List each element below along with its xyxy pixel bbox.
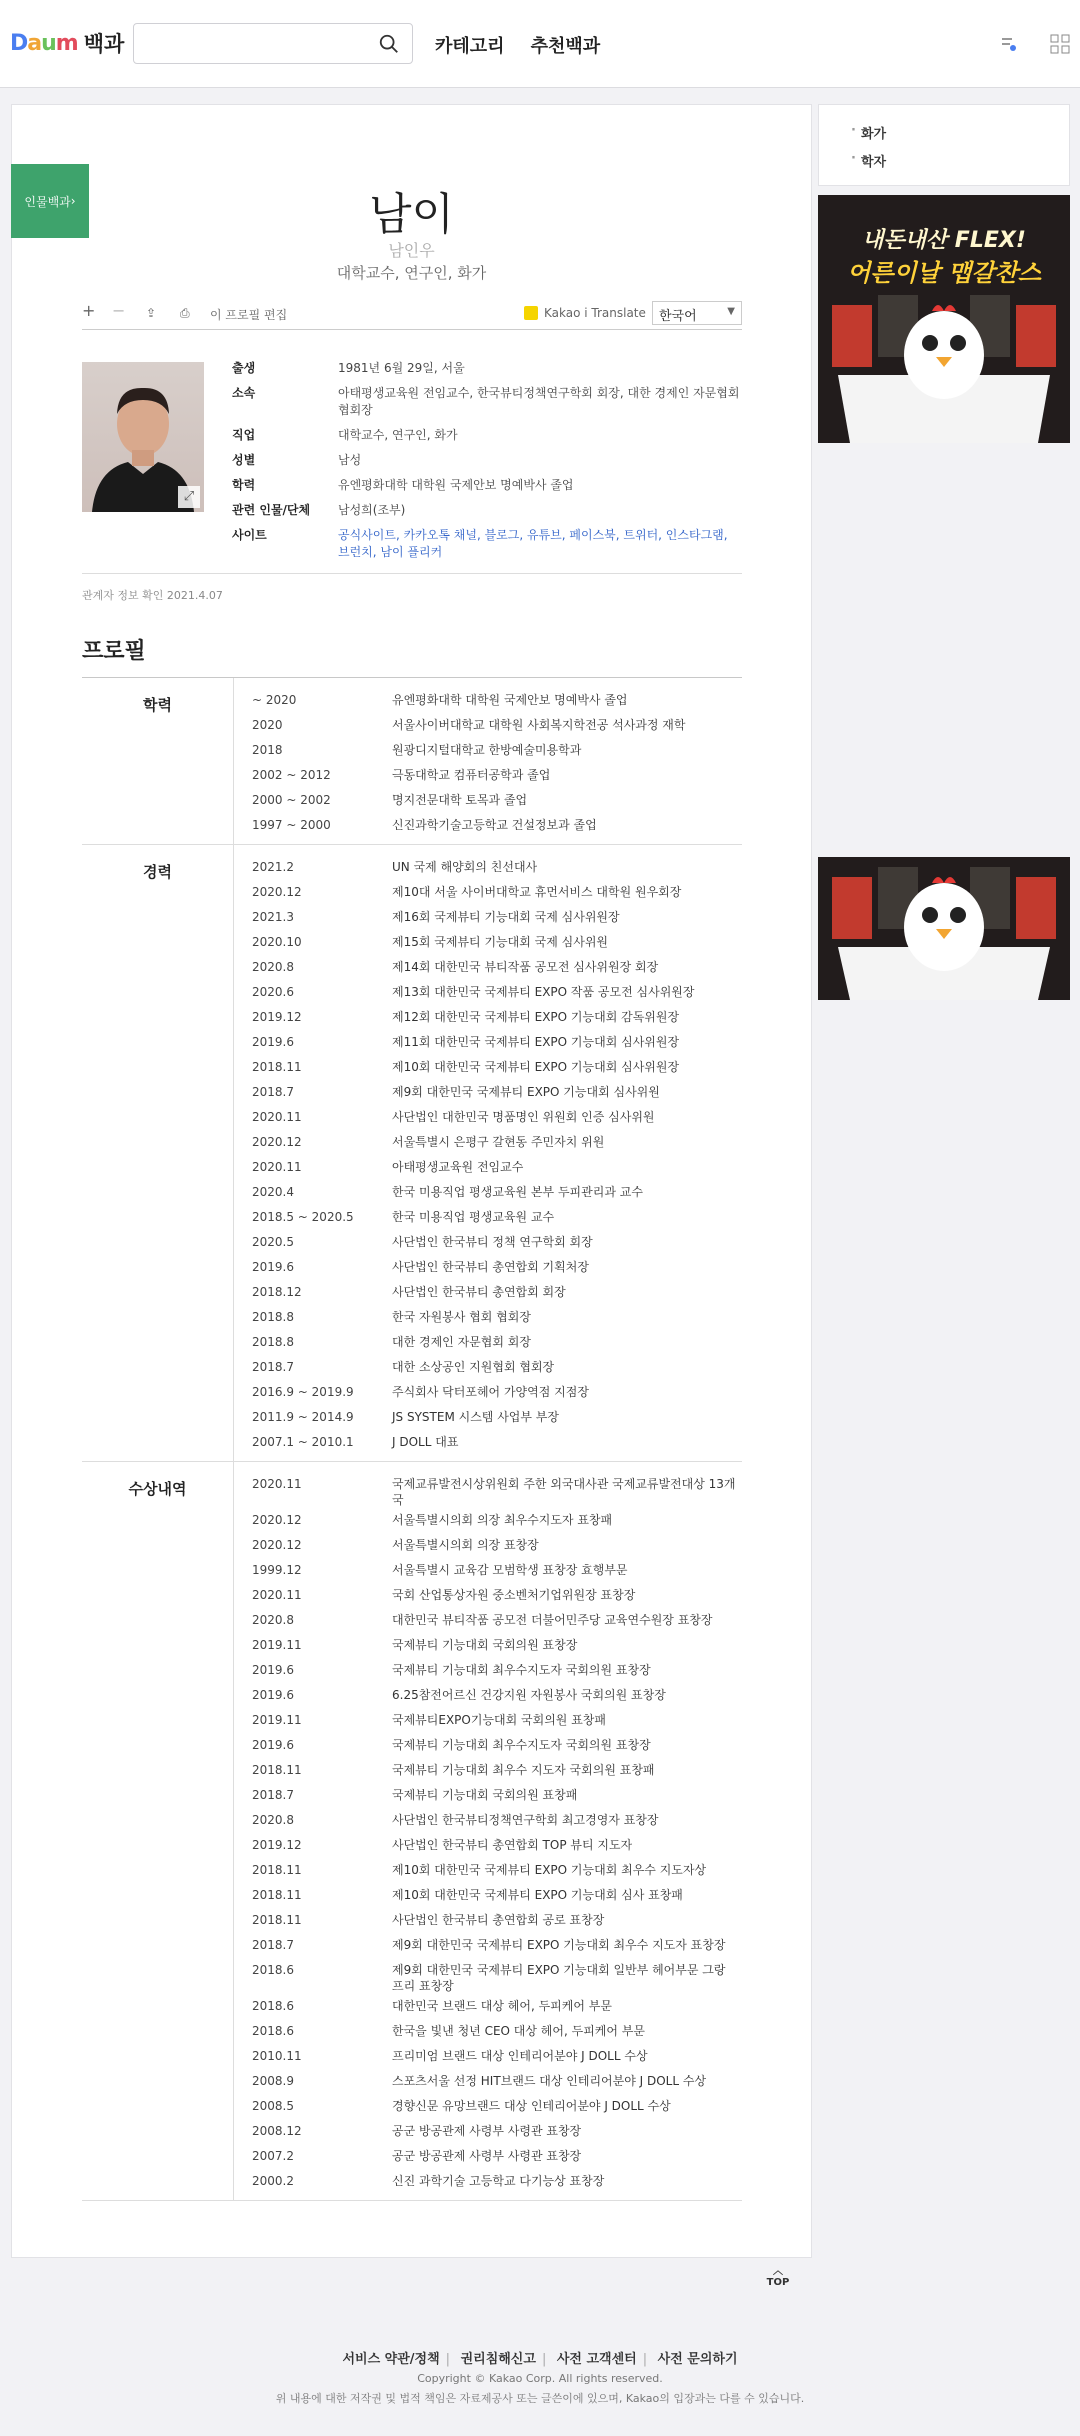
- profile-row: [252, 1380, 742, 1405]
- ad-banner[interactable]: [818, 195, 1070, 443]
- kakao-translate-icon: [524, 306, 538, 320]
- ad-headline: 내돈내산 FLEX!: [862, 228, 1026, 253]
- profile-row-description: UN 국제 해양회의 친선대사: [392, 860, 538, 874]
- profile-row-period: 2018.7: [252, 1085, 294, 1099]
- profile-table: [82, 677, 742, 2201]
- footer-link-inquiry[interactable]: 사전 문의하기: [657, 2352, 738, 2367]
- profile-row-period: 2008.9: [252, 2074, 294, 2088]
- info-row-birth: 출생 1981년 6월 29일, 서울: [232, 361, 465, 375]
- profile-row-description: 서울사이버대학교 대학원 사회복지학전공 석사과정 재학: [392, 718, 686, 732]
- profile-row-description: 한국을 빛낸 청년 CEO 대상 헤어, 두피케어 부문: [392, 2024, 645, 2038]
- disclaimer: 위 내용에 대한 저작권 및 법적 책임은 자료제공사 또는 글쓴이에 있으며, Kakao의 입장과는 다를 수 있습니다.: [275, 2392, 805, 2405]
- profile-row-period: 1999.12: [252, 1563, 302, 1577]
- profile-row-description: 제10회 대한민국 국제뷰티 EXPO 기능대회 심사 표창패: [392, 1888, 683, 1902]
- profile-row: [252, 788, 742, 813]
- profile-row: [252, 1758, 742, 1783]
- profile-row: [252, 1958, 742, 1994]
- profile-row-description: 제16회 국제뷰티 기능대회 국제 심사위원장: [392, 910, 620, 924]
- profile-row-description: 제12회 대한민국 국제뷰티 EXPO 기능대회 감독위원장: [392, 1010, 680, 1024]
- profile-row-description: 제13회 대한민국 국제뷰티 EXPO 작품 공모전 심사위원장: [392, 985, 695, 999]
- profile-row-description: 제9회 대한민국 국제뷰티 EXPO 기능대회 일반부 헤어부문 그랑프리 표창장: [392, 1963, 726, 1993]
- profile-row-period: 2018.11: [252, 1060, 302, 1074]
- profile-row-description: 서울특별시의회 의장 표창장: [392, 1538, 539, 1552]
- profile-row: [252, 1658, 742, 1683]
- profile-row-period: 2021.2: [252, 860, 294, 874]
- ad-subheadline: 어른이날 맵갈찬스: [847, 259, 1041, 287]
- person-jobs: 대학교수, 연구인, 화가: [336, 264, 487, 282]
- side-menu-item-painter[interactable]: · 화가: [839, 123, 1049, 142]
- profile-row-period: 2011.9 ~ 2014.9: [252, 1410, 354, 1424]
- profile-row: [252, 2094, 742, 2119]
- nav-recommended[interactable]: 추천백과: [530, 36, 601, 57]
- profile-row-period: 2020.12: [252, 1135, 302, 1149]
- profile-row: [252, 1708, 742, 1733]
- expand-icon[interactable]: ⤢: [178, 486, 200, 508]
- profile-row: [252, 1508, 742, 1533]
- profile-row-period: 2020.8: [252, 960, 294, 974]
- profile-row-period: 2019.6: [252, 1260, 294, 1274]
- profile-row-description: 프리미엄 브랜드 대상 인테리어분야 J DOLL 수상: [392, 2049, 648, 2063]
- info-row-sites: 사이트 공식사이트, 카카오톡 채널, 블로그, 유튜브, 페이스북, 트위터, 인스타그램, 브런치, 남이 플리커: [232, 527, 742, 561]
- profile-row: [252, 1055, 742, 1080]
- profile-row: [252, 1105, 742, 1130]
- profile-row-description: 사단법인 한국뷰티정책연구학회 최고경영자 표창장: [392, 1813, 659, 1827]
- profile-row-period: 2020.10: [252, 935, 302, 949]
- site-links[interactable]: 공식사이트, 카카오톡 채널, 블로그, 유튜브, 페이스북, 트위터, 인스타그램, 브런치, 남이 플리커: [338, 528, 728, 559]
- profile-row-description: 제10회 대한민국 국제뷰티 EXPO 기능대회 심사위원장: [392, 1060, 680, 1074]
- profile-row-period: 2018.7: [252, 1360, 294, 1374]
- profile-row-description: 사단법인 대한민국 명품명인 위원회 인증 심사위원: [392, 1110, 655, 1124]
- profile-row-description: 사단법인 한국뷰티 총연합회 공로 표창장: [392, 1913, 605, 1927]
- person-info-list: [232, 360, 742, 569]
- profile-row: [252, 955, 742, 980]
- profile-row-description: 제9회 대한민국 국제뷰티 EXPO 기능대회 심사위원: [392, 1085, 660, 1099]
- category-tab-people[interactable]: 인물백과 ›: [11, 164, 89, 238]
- divider: [82, 573, 742, 574]
- profile-row-period: 2010.11: [252, 2049, 302, 2063]
- profile-row-description: 국회 산업통상자원 중소벤처기업위원장 표창장: [392, 1588, 636, 1602]
- chevron-up-icon: ︿: [773, 2266, 783, 2277]
- language-select[interactable]: [652, 301, 742, 325]
- profile-row-description: 경향신문 유망브랜드 대상 인테리어분야 J DOLL 수상: [392, 2099, 671, 2113]
- language-select-value: 한국어: [659, 309, 697, 324]
- profile-row-period: 2019.6: [252, 1738, 294, 1752]
- profile-row: [252, 1180, 742, 1205]
- profile-row-description: 아태평생교육원 전임교수: [392, 1160, 524, 1174]
- profile-row-period: 2007.1 ~ 2010.1: [252, 1435, 354, 1449]
- profile-row: [252, 713, 742, 738]
- profile-row-period: 2018.7: [252, 1788, 294, 1802]
- profile-row: [252, 1255, 742, 1280]
- profile-row-period: 2018.8: [252, 1335, 294, 1349]
- profile-row: [252, 905, 742, 930]
- section-title-profile: 프로필: [82, 639, 146, 664]
- back-to-top-button[interactable]: ︿ TOP: [763, 2262, 793, 2288]
- profile-row: [252, 1080, 742, 1105]
- profile-row: [252, 1030, 742, 1055]
- profile-row-period: ~ 2020: [252, 693, 297, 707]
- share-icon[interactable]: ⇪: [146, 306, 157, 320]
- profile-row-period: 2020.11: [252, 1477, 302, 1491]
- profile-row: [252, 1858, 742, 1883]
- profile-row-period: 2018.6: [252, 1963, 294, 1977]
- profile-row: [252, 2019, 742, 2044]
- global-nav: [435, 32, 600, 58]
- profile-row-description: 제10대 서울 사이버대학교 휴먼서비스 대학원 원우회장: [392, 885, 682, 899]
- info-row-gender: 성별 남성: [232, 453, 362, 467]
- profile-row: [252, 763, 742, 788]
- profile-row-period: 1997 ~ 2000: [252, 818, 331, 832]
- info-row-related: 관련 인물/단체 남성희(조부): [232, 503, 406, 517]
- profile-row-period: 2008.5: [252, 2099, 294, 2113]
- profile-row-period: 2018.7: [252, 1938, 294, 1952]
- profile-row-period: 2020.11: [252, 1160, 302, 1174]
- profile-row-period: 2020: [252, 718, 283, 732]
- person-hanja: 남인우: [388, 241, 435, 260]
- profile-row-description: 공군 방공관제 사령부 사령관 표창장: [392, 2149, 582, 2163]
- service-name[interactable]: 백과: [83, 32, 125, 56]
- profile-row: [252, 1683, 742, 1708]
- profile-row-period: 2020.5: [252, 1235, 294, 1249]
- profile-row: [252, 738, 742, 763]
- profile-row-period: 2019.6: [252, 1035, 294, 1049]
- profile-row-period: 2019.11: [252, 1713, 302, 1727]
- profile-row-description: 사단법인 한국뷰티 총연합회 TOP 뷰티 지도자: [392, 1838, 633, 1852]
- profile-row-period: 2018.6: [252, 1999, 294, 2013]
- profile-row-period: 2020.12: [252, 1513, 302, 1527]
- profile-row: [252, 2119, 742, 2144]
- profile-row: [252, 1808, 742, 1833]
- profile-row-period: 2020.11: [252, 1588, 302, 1602]
- profile-section: [82, 678, 742, 845]
- profile-row-description: 서울특별시의회 의장 최우수지도자 표창패: [392, 1513, 613, 1527]
- profile-row-description: 공군 방공관제 사령부 사령관 표창장: [392, 2124, 582, 2138]
- profile-row-period: 2002 ~ 2012: [252, 768, 331, 782]
- profile-row: [252, 1305, 742, 1330]
- profile-row: [252, 1533, 742, 1558]
- profile-row-description: 국제뷰티 기능대회 국회의원 표창장: [392, 1638, 578, 1652]
- profile-row-description: 한국 미용직업 평생교육원 본부 두피관리과 교수: [392, 1185, 643, 1199]
- profile-row-period: 2018.12: [252, 1285, 302, 1299]
- profile-row: [252, 1883, 742, 1908]
- profile-row: [252, 1994, 742, 2019]
- search-icon[interactable]: [378, 33, 400, 55]
- profile-row-description: 6.25참전어르신 건강지원 자원봉사 국회의원 표창장: [392, 1688, 666, 1702]
- info-row-job: 직업 대학교수, 연구인, 화가: [232, 428, 458, 442]
- profile-row-description: 국제뷰티EXPO기능대회 국회의원 표창패: [392, 1713, 606, 1727]
- daum-logo[interactable]: [10, 28, 124, 58]
- profile-row-description: 유엔평화대학 대학원 국제안보 명예박사 졸업: [392, 693, 628, 707]
- ad-illustration-secondary: [818, 857, 1070, 1000]
- profile-row-description: 한국 자원봉사 협회 협회장: [392, 1310, 531, 1324]
- profile-row-period: 2007.2: [252, 2149, 294, 2163]
- profile-row-period: 2019.12: [252, 1010, 302, 1024]
- profile-row: [252, 688, 742, 713]
- info-row-affiliation: 소속 아태평생교육원 전임교수, 한국뷰티정책연구학회 회장, 대한 경제인 자문협회 협회장: [232, 386, 740, 417]
- ad-banner-secondary[interactable]: [818, 857, 1070, 1000]
- profile-row-description: 국제교류발전시상위원회 주한 외국대사관 국제교류발전대상 13개국: [392, 1477, 736, 1507]
- profile-row: [252, 1205, 742, 1230]
- verified-date: 관계자 정보 확인 2021.4.07: [82, 589, 223, 602]
- profile-row: [252, 1155, 742, 1180]
- search-input[interactable]: [133, 23, 413, 64]
- profile-row-description: 극동대학교 컴퓨터공학과 졸업: [392, 768, 551, 782]
- profile-row-description: 대한민국 뷰티작품 공모전 더불어민주당 교육연수원장 표창장: [392, 1613, 713, 1627]
- profile-row: [252, 1330, 742, 1355]
- profile-row-description: 대한 경제인 자문협회 회장: [392, 1335, 531, 1349]
- profile-row: [252, 1933, 742, 1958]
- profile-row-period: 2018.11: [252, 1888, 302, 1902]
- profile-section-heading: 경력: [82, 845, 234, 1461]
- footer-link-support[interactable]: 사전 고객센터: [556, 2352, 637, 2367]
- profile-row-description: 주식회사 닥터포헤어 가양역점 지점장: [392, 1385, 589, 1399]
- profile-row-period: 2000.2: [252, 2174, 294, 2188]
- profile-row-period: 2018.6: [252, 2024, 294, 2038]
- profile-row-description: 원광디지털대학교 한방예술미용학과: [392, 743, 582, 757]
- profile-row-period: 2020.6: [252, 985, 294, 999]
- profile-row-description: 제15회 국제뷰티 기능대회 국제 심사위원: [392, 935, 609, 949]
- toolbar: [82, 300, 742, 330]
- chevron-down-icon: ▼: [727, 306, 735, 317]
- profile-row: [252, 1783, 742, 1808]
- profile-row-description: 제14회 대한민국 뷰티작품 공모전 심사위원장 회장: [392, 960, 659, 974]
- header: [0, 0, 1080, 88]
- profile-row: [252, 2069, 742, 2094]
- profile-row-description: 제9회 대한민국 국제뷰티 EXPO 기능대회 최우수 지도자 표창장: [392, 1938, 726, 1952]
- profile-row: [252, 1608, 742, 1633]
- profile-row-period: 2020.4: [252, 1185, 294, 1199]
- profile-row-period: 2020.8: [252, 1813, 294, 1827]
- profile-row-period: 2008.12: [252, 2124, 302, 2138]
- profile-row-description: 신진 과학기술 고등학교 다기능상 표창장: [392, 2174, 605, 2188]
- font-decrease-icon[interactable]: −: [112, 301, 126, 320]
- profile-row-period: 2016.9 ~ 2019.9: [252, 1385, 354, 1399]
- print-icon[interactable]: ⎙: [180, 306, 190, 320]
- side-menu-item-scholar[interactable]: · 학자: [839, 151, 1049, 170]
- profile-section-heading: 수상내역: [82, 1462, 234, 2200]
- profile-photo[interactable]: [82, 362, 204, 512]
- app-grid-icon[interactable]: [1050, 34, 1070, 54]
- font-increase-icon[interactable]: +: [82, 301, 96, 320]
- profile-row-description: 국제뷰티 기능대회 최우수 지도자 국회의원 표창패: [392, 1763, 655, 1777]
- profile-row-period: 2019.6: [252, 1663, 294, 1677]
- profile-row-period: 2020.11: [252, 1110, 302, 1124]
- user-settings-icon[interactable]: [998, 34, 1018, 54]
- daum-logo-mark: Daum: [10, 30, 78, 56]
- profile-row-period: 2019.12: [252, 1838, 302, 1852]
- page-title: 남이: [368, 189, 454, 240]
- profile-row-period: 2018.5 ~ 2020.5: [252, 1210, 354, 1224]
- profile-row-period: 2020.12: [252, 885, 302, 899]
- profile-row-period: 2018: [252, 743, 283, 757]
- profile-row: [252, 1833, 742, 1858]
- profile-section: [82, 845, 742, 1462]
- profile-row-description: 제10회 대한민국 국제뷰티 EXPO 기능대회 최우수 지도자상: [392, 1863, 707, 1877]
- profile-row-description: 서울특별시 은평구 갈현동 주민자치 위원: [392, 1135, 605, 1149]
- profile-row: [252, 1280, 742, 1305]
- info-row-education: 학력 유엔평화대학 대학원 국제안보 명예박사 졸업: [232, 478, 574, 492]
- profile-row-description: 대한 소상공인 지원협회 협회장: [392, 1360, 555, 1374]
- translate-label: Kakao i Translate: [544, 306, 646, 320]
- profile-row-period: 2020.8: [252, 1613, 294, 1627]
- profile-row: [252, 1405, 742, 1430]
- profile-section: [82, 1462, 742, 2201]
- related-category-menu: [818, 104, 1070, 186]
- profile-section-heading: 학력: [82, 678, 234, 844]
- profile-row-period: 2018.11: [252, 1763, 302, 1777]
- profile-row-description: 사단법인 한국뷰티 총연합회 회장: [392, 1285, 566, 1299]
- profile-row-period: 2020.12: [252, 1538, 302, 1552]
- profile-row-description: 국제뷰티 기능대회 최우수지도자 국회의원 표창장: [392, 1663, 651, 1677]
- profile-row: [252, 2144, 742, 2169]
- profile-row: [252, 813, 742, 838]
- profile-row: [252, 1005, 742, 1030]
- profile-row: [252, 1230, 742, 1255]
- profile-row-description: 서울특별시 교육감 모범학생 표창장 효행부문: [392, 1563, 628, 1577]
- profile-row-description: 한국 미용직업 평생교육원 교수: [392, 1210, 555, 1224]
- profile-row: [252, 2044, 742, 2069]
- profile-row-description: 사단법인 한국뷰티 정책 연구학회 회장: [392, 1235, 593, 1249]
- copyright: Copyright © Kakao Corp. All rights reserved.: [417, 2372, 663, 2385]
- profile-row: [252, 1472, 742, 1508]
- profile-row-description: J DOLL 대표: [392, 1435, 459, 1449]
- footer-links: 서비스 약관/정책 | 권리침해신고 | 사전 고객센터 | 사전 문의하기: [342, 2352, 738, 2367]
- profile-row-period: 2018.11: [252, 1863, 302, 1877]
- profile-row-period: 2000 ~ 2002: [252, 793, 331, 807]
- profile-row-description: 대한민국 브랜드 대상 헤어, 두피케어 부문: [392, 1999, 612, 2013]
- profile-row-description: 국제뷰티 기능대회 최우수지도자 국회의원 표창장: [392, 1738, 651, 1752]
- profile-row: [252, 1430, 742, 1455]
- profile-row: [252, 1633, 742, 1658]
- footer-link-report[interactable]: 권리침해신고: [460, 2352, 536, 2367]
- profile-row-description: 신진과학기술고등학교 건설정보과 졸업: [392, 818, 597, 832]
- profile-row-description: 명지전문대학 토목과 졸업: [392, 793, 528, 807]
- profile-row-description: 사단법인 한국뷰티 총연합회 기획처장: [392, 1260, 589, 1274]
- profile-row: [252, 930, 742, 955]
- profile-row: [252, 1583, 742, 1608]
- profile-row-period: 2018.11: [252, 1913, 302, 1927]
- profile-row: [252, 1908, 742, 1933]
- profile-row-description: JS SYSTEM 시스템 사업부 부장: [392, 1410, 559, 1424]
- edit-profile-link[interactable]: 이 프로필 편집: [210, 308, 288, 322]
- translate-widget[interactable]: [524, 306, 646, 320]
- profile-row: [252, 2169, 742, 2194]
- profile-row-description: 국제뷰티 기능대회 국회의원 표창패: [392, 1788, 578, 1802]
- profile-row: [252, 855, 742, 880]
- profile-row: [252, 1558, 742, 1583]
- profile-row: [252, 1355, 742, 1380]
- nav-category[interactable]: 카테고리: [435, 36, 505, 57]
- profile-row-period: 2019.11: [252, 1638, 302, 1652]
- profile-row: [252, 880, 742, 905]
- profile-row-description: 스포츠서울 선정 HIT브랜드 대상 인테리어분야 J DOLL 수상: [392, 2074, 707, 2088]
- profile-row-period: 2019.6: [252, 1688, 294, 1702]
- profile-row: [252, 1130, 742, 1155]
- footer-link-terms[interactable]: 서비스 약관/정책: [342, 2352, 440, 2367]
- profile-row: [252, 1733, 742, 1758]
- profile-row-period: 2018.8: [252, 1310, 294, 1324]
- profile-row-period: 2021.3: [252, 910, 294, 924]
- profile-row: [252, 980, 742, 1005]
- profile-row-description: 제11회 대한민국 국제뷰티 EXPO 기능대회 심사위원장: [392, 1035, 680, 1049]
